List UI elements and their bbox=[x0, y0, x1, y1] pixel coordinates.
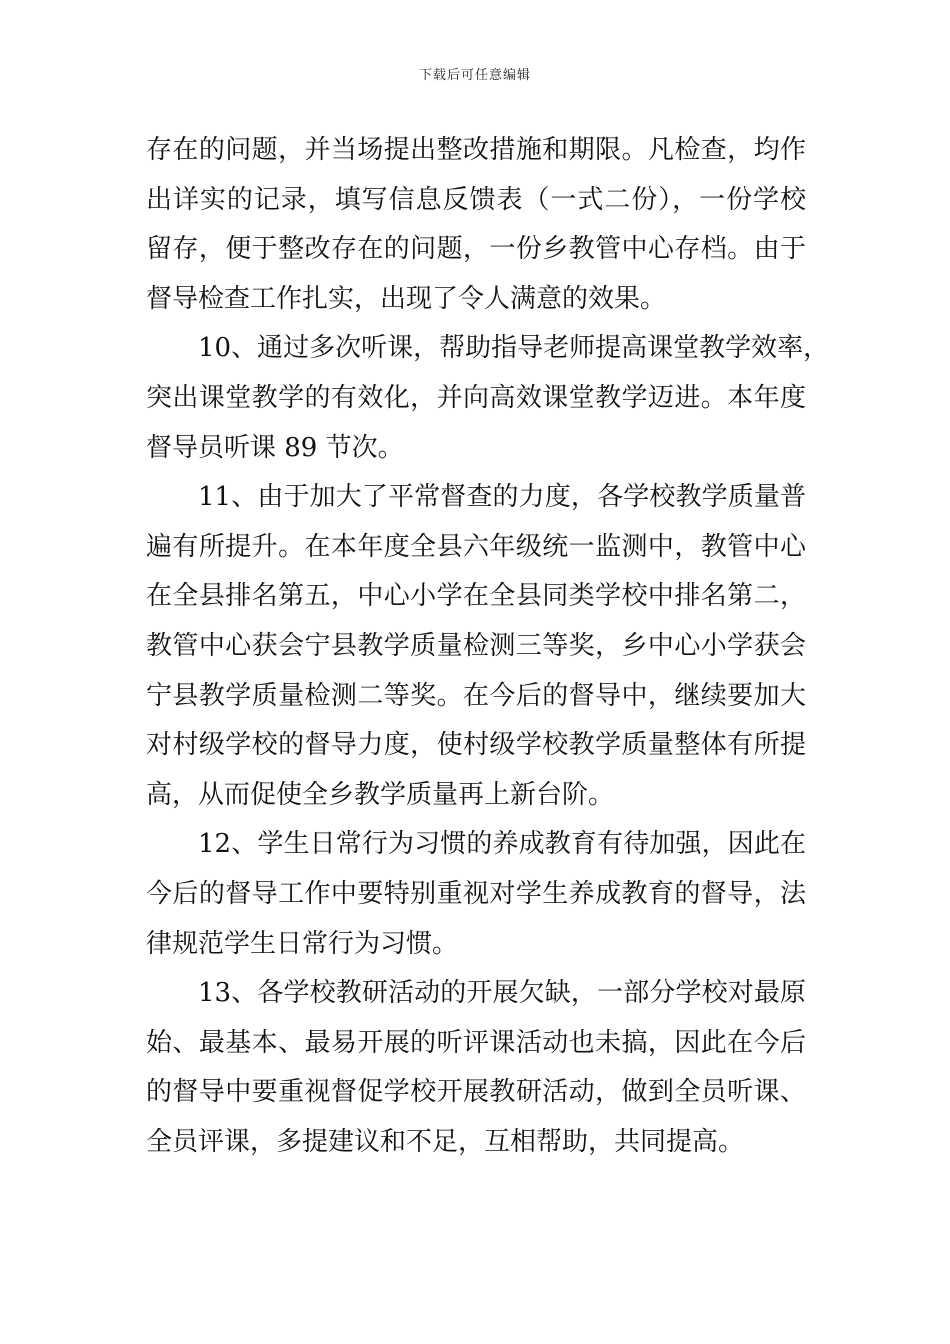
text-line: 督导员听课 89 节次。 bbox=[146, 432, 404, 463]
text-line: 的督导中要重视督促学校开展教研活动，做到全员听课、 bbox=[146, 1077, 806, 1108]
text-line: 律规范学生日常行为习惯。 bbox=[146, 928, 459, 959]
paragraph-item-11 bbox=[146, 473, 806, 820]
text-line: 高，从而促使全乡教学质量再上新台阶。 bbox=[146, 779, 615, 810]
text-line: 出详实的记录，填写信息反馈表（一式二份），一份学校 bbox=[146, 184, 806, 215]
text-line: 教管中心获会宁县教学质量检测三等奖，乡中心小学获会 bbox=[146, 630, 806, 661]
paragraph-item-10 bbox=[146, 324, 830, 473]
text-line: 存在的问题，并当场提出整改措施和期限。凡检查，均作 bbox=[146, 135, 806, 165]
paragraph-item-12 bbox=[146, 820, 806, 969]
text-line: 对村级学校的督导力度，使村级学校教学质量整体有所提 bbox=[146, 730, 806, 761]
text-line: 留存，便于整改存在的问题，一份乡教管中心存档。由于 bbox=[146, 234, 806, 265]
text-line: 始、最基本、最易开展的听评课活动也未搞，因此在今后 bbox=[146, 1027, 806, 1058]
text-line: 宁县教学质量检测二等奖。在今后的督导中，继续要加大 bbox=[146, 680, 806, 711]
text-line: 11、由于加大了平常督查的力度，各学校教学质量普 bbox=[198, 482, 806, 513]
page-header: 下载后可任意编辑 bbox=[418, 68, 531, 83]
text-line: 突出课堂教学的有效化，并向高效课堂教学迈进。本年度 bbox=[146, 382, 806, 413]
text-line: 遍有所提升。在本年度全县六年级统一监测中，教管中心 bbox=[146, 531, 806, 562]
text-line: 12、学生日常行为习惯的养成教育有待加强，因此在 bbox=[198, 829, 806, 860]
text-line: 在全县排名第五，中心小学在全县同类学校中排名第二， bbox=[146, 581, 806, 612]
text-line: 13、各学校教研活动的开展欠缺，一部分学校对最原 bbox=[198, 978, 806, 1009]
text-line: 督导检查工作扎实，出现了令人满意的效果。 bbox=[146, 283, 667, 314]
text-line: 10、通过多次听课，帮助指导老师提高课堂教学效率， bbox=[198, 333, 830, 364]
text-line: 今后的督导工作中要特别重视对学生养成教育的督导，法 bbox=[146, 878, 806, 909]
text-line: 全员评课，多提建议和不足，互相帮助，共同提高。 bbox=[146, 1126, 745, 1157]
paragraph-item-13 bbox=[146, 969, 806, 1167]
document-body bbox=[146, 126, 830, 1167]
paragraph-continued bbox=[146, 126, 806, 324]
